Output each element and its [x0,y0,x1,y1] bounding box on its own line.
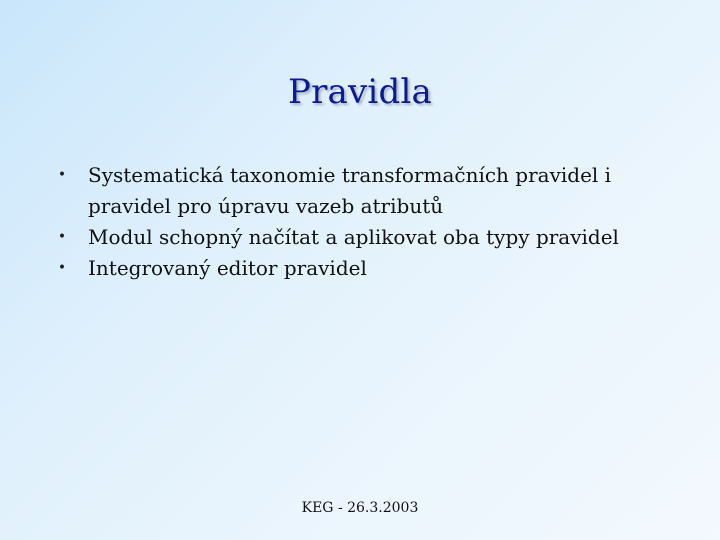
bullet-icon: • [57,260,67,276]
bullet-list [56,160,676,284]
bullet-item [56,253,676,284]
slide-footer: KEG - 26.3.2003 [301,500,419,516]
bullet-item [56,222,676,253]
bullet-icon: • [57,229,67,245]
bullet-text: Integrovaný editor pravidel [88,256,367,280]
bullet-item [56,160,676,222]
bullet-icon: • [57,167,67,183]
bullet-text: Systematická taxonomie transformačních pravidel i pravidel pro úpravu vazeb atributů [88,163,612,218]
bullet-text: Modul schopný načítat a aplikovat oba typy pravidel [88,225,619,249]
slide-title: Pravidla [288,72,432,112]
